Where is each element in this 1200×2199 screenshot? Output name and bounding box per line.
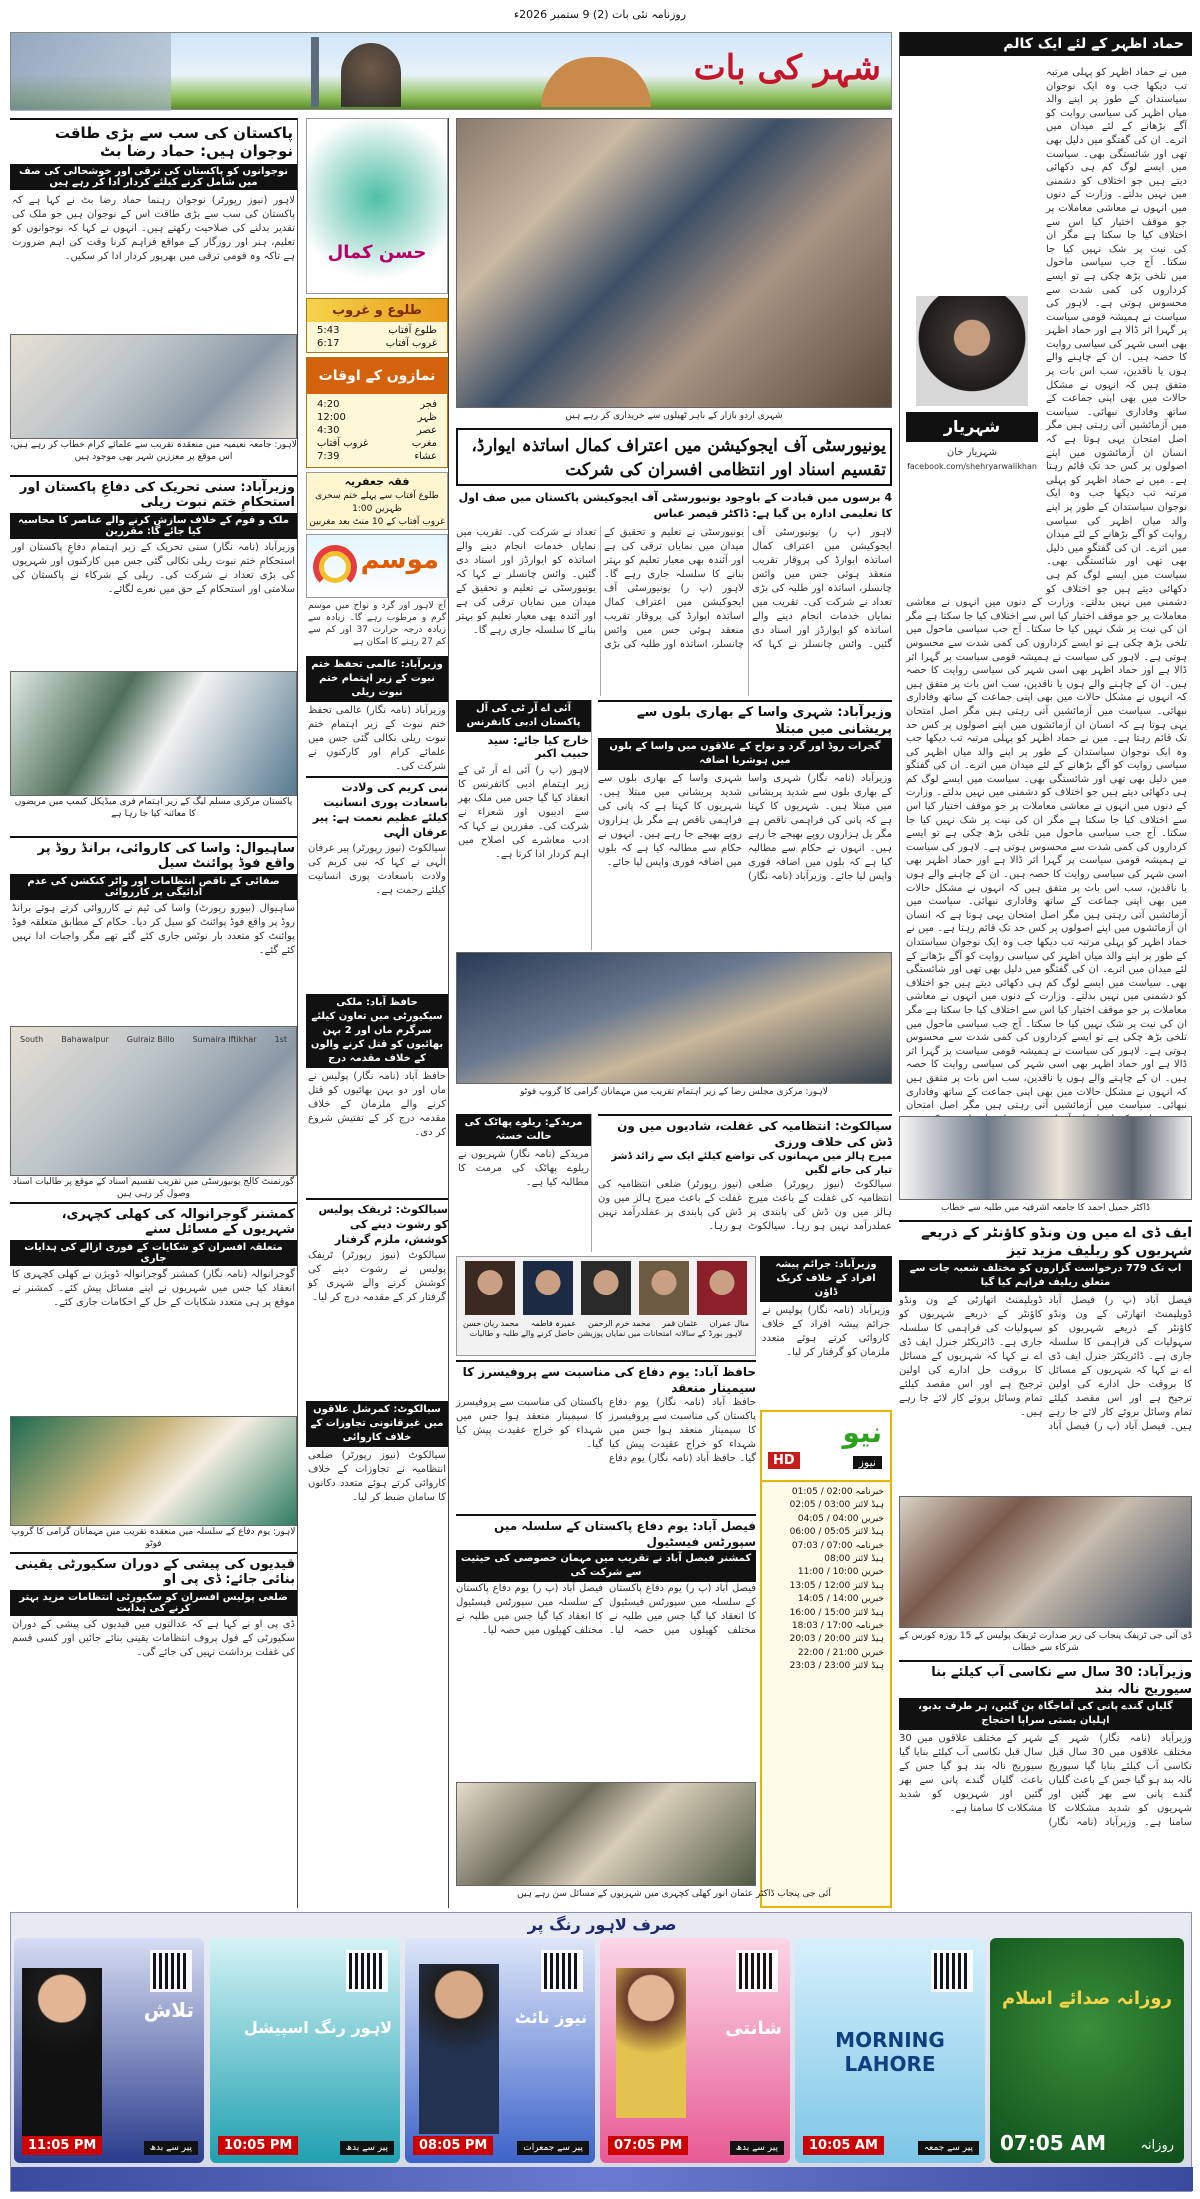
center-bottom-caption: آئی جی پنجاب ڈاکٹر عثمان انور کھلی کچہری میں شہریوں کے مسائل سن رہے ہیں [517,1889,831,1899]
student-photo [697,1261,747,1315]
schedule-row: ہیڈ لائنز 03:00 / 02:05 [789,1500,884,1511]
right-article-2 [899,1660,1192,1906]
schedule-row: خبرنامہ 02:00 / 01:05 [791,1487,884,1497]
prayer-title: نمازوں کے اوقات [307,358,447,394]
r2-body [899,1730,1192,1920]
opinion-column [899,32,1192,1112]
schedule-row: ہیڈ لائنز 08:00 [824,1554,884,1565]
prayer-time: 7:39 [317,451,340,462]
weather-text: آج لاہور اور گرد و نواح میں موسم گرم و مرطوب رہے گا۔ زیادہ سے زیادہ درجہ حرارت 37 اور کم سے کم 27 رہنے کا امکان ہے [308,601,446,647]
student-name: محمد ریان حسن [462,1319,519,1328]
schedule-row: خبریں 14:00 / 14:05 [797,1594,884,1605]
prayer-row [307,398,447,411]
article-2-caption: پاکستان مرکزی مسلم لیگ کے زیر اہتمام فری میڈیکل کیمپ میں مریضوں کا معائنہ کیا جا رہا ہے [14,797,293,819]
qr-code-icon [541,1950,583,1992]
article-4-body: گوجرانوالہ (نامہ نگار) کمشنر گوجرانوالہ ڈویژن نے کھلی کچہری کا انعقاد کیا جس میں شہریوں نے اپنے مسائل پیش کئے۔ کمشنر نے موقع پر ہی متعدد شکایات کے حل کے احکامات جاری کئے۔ [12,1269,295,1308]
c3-body-text: سیالکوٹ (نیوز رپورٹر) ضلعی انتظامیہ کی غفلت کے باعث میرج ہالز میں ون ڈش کی پابندی پر عملدرآمد نہیں ہو رہا۔ [748,1179,892,1232]
prayer-name: عشاء [414,451,437,462]
article-2-sub: ملک و قوم کے خلاف سازش کرنے والے عناصر کا محاسبہ کیا جائے گا: مقررین [10,513,297,539]
banner-label: Sumaira Iftikhar [192,1035,257,1044]
tv-card-time: 10:05 AM [803,2136,884,2155]
neo-schedule-list [762,1482,890,1678]
columnist-photo [916,296,1028,406]
students-caption: لاہور بورڈ کے سالانہ امتحانات میں نمایاں پوزیشن حاصل کرنے والے طلبہ و طالبات [469,1329,743,1338]
sunset-label: غروب آفتاب [385,338,437,349]
host-photo [22,1968,102,2138]
article-2-photo [10,671,297,796]
neo-logo [762,1412,890,1482]
students-strip [456,1256,756,1356]
right-lower-caption-2: ڈی آئی جی ٹریفک پنجاب کی زیر صدارت ٹریفک پولیس کے 15 روزہ کورس کے شرکاء سے خطاب [899,1631,1192,1653]
lead-sub: 4 برسوں میں قیادت کے باوجود یونیورسٹی آف ایجوکیشن پاکستان میں صف اول کا تعلیمی ادارہ بن گیا ہے: ڈاکٹر قیصر عباس [458,491,892,520]
article-1-photo [10,334,297,439]
center-article-7 [456,1514,756,1714]
schedule-row: خبرنامہ 17:00 / 18:03 [791,1621,884,1632]
schedule-row: خبریں 04:00 / 04:05 [797,1513,884,1524]
sun-title: طلوع و غروب [332,303,422,318]
student-photo [639,1261,689,1315]
tv-card-day: پیر سے بدھ [340,2141,394,2155]
dateline: روزنامہ نئی بات (2) 9 ستمبر 2026ء [513,8,687,21]
photo-banner-text [11,1035,296,1044]
fiqh-row: ظہرین 1:00 [352,504,402,514]
lead-body [456,526,892,696]
c5-body-text: حافظ آباد (نامہ نگار) یوم دفاع پاکستان کی مناسبت سے پروفیسرز کا سیمینار منعقد ہوا جس میں شہداء کو خراج عقیدت پیش کیا گیا۔ [609,1397,756,1464]
prayer-time: 12:00 [317,412,346,423]
side-article-5-body: سیالکوٹ (نیوز رپورٹر) ضلعی انتظامیہ نے تجاوزات کے خلاف کاروائی کرتے ہوئے متعدد دکانوں کا سامان ضبط کر لیا۔ [308,1450,446,1503]
c2-sub: خارج کیا جائے: سید حبیب اکبر [487,734,589,760]
student-photo [465,1261,515,1315]
right-lower-caption: ڈاکٹر جمیل احمد کا جامعہ اشرفیہ میں طلبہ سے خطاب [940,1203,1151,1213]
fiqh-row: طلوع آفتاب سے پہلے ختم سحری [315,491,439,501]
schedule-row: ہیڈ لائنز 12:00 / 13:05 [789,1580,884,1591]
tv-card-title: نیوز نائٹ [514,2008,587,2027]
student-name: عمیرہ فاطمہ [530,1319,577,1328]
r2-title: وزیرآباد: 30 سال سے نکاسی آب کیلئے بنا سیوریج نالہ بند [899,1660,1192,1698]
c4-body: مریدکے (نامہ نگار) شہریوں نے ریلوے پھاٹک کی مرمت کا مطالبہ کیا ہے۔ [458,1149,589,1188]
host-photo [616,1968,686,2118]
tv-card-time: 07:05 AM [1000,2131,1107,2155]
side-article-5-title: سیالکوٹ: کمرشل علاقوں میں غیرقانونی تجاوزات کے خلاف کاروائی [306,1401,448,1447]
tv-card-time: 07:05 PM [608,2136,688,2155]
sidebar-column [306,118,449,1908]
masthead-banner [10,32,892,110]
tv-banner-footer [11,2167,1193,2191]
tv-card-day: پیر سے بدھ [144,2141,198,2155]
r2-body-text: وزیرآباد (نامہ نگار) شہر کے مختلف علاقوں میں 30 سال قبل نکاسی آب کیلئے بنایا گیا سیوریج نالہ بند ہو گیا جس کے باعث گلیاں گندے پانی سے بھر گئیں اور شہریوں کو شدید مشکلات کا سامنا ہے۔ [899,1733,1137,1828]
schedule-row: خبرنامہ 07:00 / 07:03 [791,1540,884,1551]
student-name: منال عمران [709,1319,750,1328]
c7-sub: کمشنر فیصل آباد نے تقریب میں مہمان خصوصی کی حیثیت سے شرکت کی [456,1550,756,1582]
c1-body-text: وزیرآباد (نامہ نگار) شہری واسا کے بھاری بلوں سے شدید پریشانی میں مبتلا ہیں۔ شہریوں کا کہنا ہے کہ پانی کی فراہمی ناقص ہے مگر بل ہزاروں روپے بھیجے جا رہے ہیں۔ انہوں نے حکام سے مطالبہ کیا ہے کہ بلوں میں اضافہ فوری واپس لیا جائے۔ [748,773,892,882]
column-text-cont-2: میں نے حماد اظہر کو پہلی مرتبہ تب دیکھا جب وہ ایک نوجوان سیاستدان کے طور پر اپنے والد میاں اظہر کی سیاسی روایت کو آگے بڑھانے کے لئے میدان میں اترے۔ ان کی گفتگو میں دلیل بھی تھی اور شائستگی بھی۔ سیاست میں ایسے لوگ کم ہی دکھائی دیتے ہیں جو اختلاف کو دشمنی میں نہیں بدلتے۔ وزارت کے دنوں میں انہوں نے معاشی معاملات پر جو موقف اختیار کیا اس سے اختلاف کیا جا سکتا ہے مگر ان کی نیت پر شک نہیں کیا جا سکتا۔ آج جب سیاسی ماحول میں تلخی بڑھ چکی ہے تو ایسے کرداروں کی کمی شدت سے محسوس ہوتی ہے۔ لاہور کی سیاست نے ہمیشہ قومی سیاست پر گہرا اثر ڈالا ہے اور حماد اظہر بھی اسی شہر کی سیاسی روایت کا حصہ ہیں۔ ان کے چاہنے والے ہوں یا ناقدین، سب اس بات پر متفق ہیں کہ انہوں نے مشکل حالات میں بھی اپنی جماعت کے ساتھ وفاداری نبھائی۔ سیاست میں آزمائشیں آتی رہتی ہیں مگر اصل امتحان یہی ہوتا ہے کہ انسان ان آزمائشوں میں اپنے اصولوں پر کس حد تک قائم رہتا ہے۔ [906,733,1187,935]
tv-card-2[interactable] [795,1938,985,2163]
article-5-title: قیدیوں کی پیشی کے دوران سکیورٹی یقینی بنائی جائے: ڈی پی او [10,1552,297,1590]
banner-label: 1st [274,1035,287,1044]
tv-card-title: تلاش [143,1998,194,2022]
article-3-body: ساہیوال (بیورو رپورٹ) واسا کی ٹیم نے کارروائی کرتے ہوئے برانڈ روڈ پر واقع فوڈ پوائنٹ کو سیل کر دیا۔ حکام کے مطابق متعلقہ فوڈ پوائنٹ کو متعدد بار نوٹس جاری کئے گئے تھے مگر واجبات ادا نہیں کئے گئے۔ [12,903,295,956]
students-names [457,1319,755,1328]
tv-card-time: 08:05 PM [413,2136,493,2155]
c3-body [598,1178,892,1266]
students-photos [457,1257,755,1319]
tv-card-title: MORNING LAHORE [835,2028,945,2076]
fiqh-box [306,472,448,530]
banner-label: Gulraiz Billo [126,1035,175,1044]
article-3-photo [10,1026,297,1176]
article-4-sub: متعلقہ افسران کو شکایات کے فوری ازالے کی ہدایات جاری [10,1240,297,1266]
right-lower-photo-2 [899,1496,1192,1628]
qr-code-icon [346,1950,388,1992]
r1-body [899,1292,1192,1502]
c1-body-text: وزیرآباد (نامہ نگار) شہری واسا کے بھاری بلوں سے شدید پریشانی میں مبتلا ہیں۔ شہریوں کا کہنا ہے کہ پانی کی فراہمی ناقص ہے مگر بل ہزاروں روپے بھیجے جا رہے ہیں۔ انہوں نے حکام سے مطالبہ کیا ہے کہ بلوں میں اضافہ فوری واپس لیا جائے۔ [598,773,827,882]
r2-sub: گلیاں گندے پانی کی آماجگاہ بن گئیں، ہر طرف بدبو، اہلیان بستی سراپا احتجاج [899,1698,1192,1730]
side-article-3-title: حافظ آباد: ملکی سیکیورٹی میں تعاون کیلئے سرگرم ماں اور 2 بہن بھائیوں کو قتل کرنے والوں کے خلاف مقدمہ درج [306,994,448,1068]
center-top-caption: شہری اردو بازار کے باہر ٹھیلوں سے خریداری کر رہے ہیں [565,411,783,421]
c5-body-text: حافظ آباد (نامہ نگار) یوم دفاع پاکستان کی مناسبت سے پروفیسرز کا سیمینار منعقد ہوا جس میں شہداء کو خراج عقیدت پیش کیا گیا۔ [456,1397,736,1464]
tomb-image [541,57,651,107]
sun-table [307,322,447,352]
student-name: عثمان قمر [662,1319,698,1328]
columnist-box [906,286,1038,586]
tv-card-title: روزانہ صدائے اسلام [1002,1988,1172,2009]
tv-card-title: شانتی [725,2018,782,2039]
column-text: میں نے حماد اظہر کو پہلی مرتبہ تب دیکھا جب وہ ایک نوجوان سیاستدان کے طور پر اپنے والد میاں اظہر کی سیاسی روایت کو آگے بڑھانے کے لئے میدان میں اترے۔ ان کی گفتگو میں دلیل بھی تھی اور شائستگی بھی۔ سیاست میں ایسے لوگ کم ہی دکھائی دیتے ہیں جو اختلاف کو دشمنی میں نہیں بدلتے۔ وزارت کے دنوں میں انہوں نے معاشی معاملات پر جو موقف اختیار کیا اس سے اختلاف کیا جا سکتا ہے مگر ان کی نیت پر شک نہیں کیا جا سکتا۔ آج جب سیاسی ماحول میں تلخی بڑھ چکی ہے تو ایسے کرداروں کی کمی شدت سے محسوس ہوتی ہے۔ لاہور کی سیاست نے ہمیشہ قومی سیاست پر گہرا اثر ڈالا ہے اور حماد اظہر بھی اسی شہر کی سیاسی روایت کا حصہ ہیں۔ ان کے چاہنے والے ہوں یا ناقدین، سب اس بات پر متفق ہیں کہ انہوں نے مشکل حالات میں بھی اپنی جماعت کے ساتھ وفاداری نبھائی۔ سیاست میں آزمائشیں آتی رہتی ہیں مگر اصل امتحان یہی ہوتا ہے کہ انسان ان آزمائشوں میں اپنے اصولوں پر کس حد تک قائم رہتا ہے۔ [1046,67,1187,486]
c3-body-text: سیالکوٹ (نیوز رپورٹر) ضلعی انتظامیہ کی غفلت کے باعث میرج ہالز میں ون ڈش کی پابندی پر عملدرآمد نہیں ہو رہا۔ [598,1179,786,1232]
side-article-4-body: سیالکوٹ (نیوز رپورٹر) ٹریفک پولیس نے رشوت دینے کی کوشش کرنے والے شہری کو گرفتار کر کے مقدمہ درج کر لیا۔ [308,1250,446,1303]
tv-card-1[interactable] [990,1938,1184,2163]
skyline-image [11,33,171,111]
tv-card-6[interactable] [14,1938,204,2163]
sunrise-label: طلوع آفتاب [388,325,437,336]
center-article-3 [598,1114,892,1252]
neo-brand: نیو [842,1416,882,1449]
article-1-title: پاکستان کی سب سے بڑی طاقت نوجوان ہیں: حماد رضا بٹ [10,118,297,162]
c7-title: فیصل آباد: یوم دفاع پاکستان کے سلسلہ میں سپورٹس فیسٹیول [456,1514,756,1550]
sun-box [306,298,448,353]
columnist-logo: شہریار [906,412,1038,442]
r1-title: ایف ڈی اے میں ون ونڈو کاؤنٹر کے ذریعے شہریوں کو ریلیف مزید تیز [899,1220,1192,1260]
article-4-photo [10,1416,297,1526]
tv-card-title: لاہور رنگ اسپیشل [243,2018,392,2037]
r1-body-text: فیصل آباد (پ ر) فیصل آباد ڈویلپمنٹ اتھارٹی کے ون ونڈو کاؤنٹر کے ذریعے شہریوں کو سہولیات کی فراہمی کا سلسلہ جاری ہے۔ ڈائریکٹر جنرل ایف ڈی اے نے کہا کہ شہریوں کے مسائل کا بروقت حل ادارے کی اولین ترجیح ہے اور اس مقصد کیلئے تمام وسائل بروئے کار لائے جا رہے ہیں۔ [1048,1295,1192,1432]
tv-card-5[interactable] [210,1938,400,2163]
portrait-image [341,43,401,107]
student-name: محمد خرم الرحمن [588,1319,651,1328]
prayer-name: عصر [416,425,437,436]
side-article-3-body: حافظ آباد (نامہ نگار) پولیس نے ماں اور دو بہن بھائیوں کو قتل کرنے والے ملزمان کے خلاف مقدمہ درج کر کے تفتیش شروع کر دی۔ [308,1071,446,1138]
column-title: حماد اظہر کے لئے ایک کالم [900,32,1192,56]
right-lower-photo [899,1116,1192,1200]
prayer-box [306,357,448,468]
tv-card-day: پیر سے جمعہ [918,2141,979,2155]
logo-text: حسن کمال [327,242,427,263]
schedule-row: ہیڈ لائنز 23:00 / 23:03 [789,1661,884,1672]
fiqh-title: فقہ جعفریہ [344,475,410,488]
fiqh-row: غروب آفتاب کے 10 منٹ بعد مغربین [309,517,445,527]
banner-label: Bahawalpur [61,1035,109,1044]
prayer-row [307,424,447,437]
center-article-4 [456,1114,592,1252]
prayer-table [307,394,447,467]
neo-brand-sub: نیوز [853,1456,882,1469]
side-article-2-body: سیالکوٹ (نیوز رپورٹر) پیر عرفان الٰہی نے کہا کہ نبی کریم کی ولادت باسعادت پوری انسانیت کیلئے رحمت ہے۔ [308,843,446,896]
banner-label: South [20,1035,44,1044]
lead-body-text: لاہور (پ ر) یونیورسٹی آف ایجوکیشن میں اعتراف کمال اساتذہ ایوارڈ کی پروقار تقریب منعقد ہوئی جس میں وائس چانسلر، اساتذہ اور طلبہ کی بڑی تعداد نے شرکت کی۔ تقریب میں نمایاں خدمات انجام دینے والے اساتذہ کو ایوارڈز اور اسناد دی گئیں۔ وائس چانسلر نے کہا کہ یونیورسٹی نے تعلیم و تحقیق کے میدان میں نمایاں ترقی کی ہے اور آئندہ بھی معیار تعلیم کو بہتر بنانے کا سلسلہ جاری رہے گا۔ [604,527,892,650]
side-article-4-title: سیالکوٹ: ٹریفک پولیس کو رشوت دینے کی کوشش، ملزم گرفتار [306,1198,448,1247]
sunrise-time: 5:43 [317,325,340,336]
center-article-6 [760,1256,892,1406]
sunset-time: 6:17 [317,338,340,349]
c7-body [456,1582,756,1732]
neo-schedule-box [760,1410,892,1908]
r1-sub: اب تک 779 درخواست گزاروں کو مختلف شعبہ جات سے متعلق ریلیف فراہم کیا گیا [899,1260,1192,1292]
author-name: شہریار خان [946,447,998,458]
tv-card-4[interactable] [405,1938,595,2163]
tv-card-day: روزانہ [1140,2138,1174,2153]
center-article-1 [598,700,892,950]
tv-banner-header: صرف لاہور رنگ پر [527,1915,677,1934]
c5-title: حافظ آباد: یوم دفاع کی مناسبت سے پروفیسرز کا سیمینار منعقد [456,1360,756,1396]
c2-body: لاہور (پ ر) آئی اے آر ٹی کے زیر اہتمام ادبی کانفرنس کا انعقاد کیا گیا جس میں ملک بھر سے ادیبوں اور شعراء نے شرکت کی۔ مقررین نے کہا کہ ادب معاشرے کی اصلاح میں اہم کردار ادا کرتا ہے۔ [458,765,589,860]
prayer-time: غروب آفتاب [317,438,369,449]
column-body [906,66,1187,1112]
center-article-5 [456,1360,756,1510]
schedule-row: ہیڈ لائنز 05:05 / 06:00 [789,1527,884,1538]
prayer-time: 4:30 [317,425,340,436]
side-article-2-title: نبی کریم کی ولادت باسعادت پوری انسانیت کیلئے عظیم نعمت ہے: پیر عرفان الٰہی [306,776,448,840]
lead-headline-box [456,428,892,486]
tv-card-3[interactable] [600,1938,790,2163]
center-mid-caption: لاہور: مرکزی مجلس رضا کے زیر اہتمام تقریب میں مہمانان گرامی کا گروپ فوٹو [520,1087,828,1097]
tv-card-day: پیر سے بدھ [730,2141,784,2155]
side-article-1-body: وزیرآباد (نامہ نگار) عالمی تحفظ ختم نبوت کے زیر اہتمام ختم نبوت ریلی نکالی گئی جس میں علمائے کرام اور کارکنوں نے شرکت کی۔ [308,705,446,772]
c3-sub: میرج ہالز میں مہمانوں کی تواضع کیلئے ایک سے زائد ڈشز تیار کی جانے لگیں [611,1151,892,1176]
c4-title: مریدکے: ریلوے پھاٹک کی حالت خستہ [456,1114,591,1146]
prayer-row [307,450,447,463]
lead-title: یونیورسٹی آف ایجوکیشن میں اعتراف کمال اساتذہ ایوارڈ، تقسیم اسناد اور انتظامی افسران کی شرکت [471,436,886,480]
center-bottom-photo [456,1782,756,1886]
side-article-1-title: وزیرآباد: عالمی تحفظ ختم نبوت کے زیر اہتمام ختم نبوت ریلی [306,656,448,702]
rainbow-icon [313,545,357,589]
weather-title: موسم [360,545,439,575]
c1-title: وزیرآباد: شہری واسا کے بھاری بلوں سے پریشانی میں مبتلا [598,700,892,738]
host-photo [419,1964,499,2134]
lead-body-text: لاہور (پ ر) یونیورسٹی آف ایجوکیشن میں اعتراف کمال اساتذہ ایوارڈ کی پروقار تقریب منعقد ہوئی جس میں وائس چانسلر، اساتذہ اور طلبہ کی بڑی تعداد نے شرکت کی۔ تقریب میں نمایاں خدمات انجام دینے والے اساتذہ کو ایوارڈز اور اسناد دی گئیں۔ وائس چانسلر نے کہا کہ یونیورسٹی نے تعلیم و تحقیق کے میدان میں نمایاں ترقی کی ہے اور آئندہ بھی معیار تعلیم کو بہتر بنانے کا سلسلہ جاری رہے گا۔ [456,527,744,650]
c7-body-text: فیصل آباد (پ ر) یوم دفاع پاکستان کے سلسلہ میں سپورٹس فیسٹیول کا انعقاد کیا گیا جس میں طلبہ نے مختلف کھیلوں میں حصہ لیا۔ [609,1583,756,1636]
article-1-sub: نوجوانوں کو پاکستان کی ترقی اور خوشحالی کی صف میں شامل کرنے کیلئے کردار ادا کر رہے ہیں [10,164,297,190]
prayer-name: فجر [420,399,437,410]
article-2-body: وزیرآباد (نامہ نگار) سنی تحریک کے زیر اہتمام دفاعِ پاکستان اور استحکامِ ختم نبوت ریلی نکالی گئی جس میں کارکنوں اور شہریوں کی بڑی تعداد نے شرکت کی۔ ریلی کے شرکاء نے پاکستان کی سلامتی اور استحکام کے حق میں نعرے لگائے۔ [12,542,295,595]
article-1-caption: لاہور: جامعہ نعیمیہ میں منعقدہ تقریب سے علمائے کرام خطاب کر رہے ہیں، اس موقع پر معززین شہر بھی موجود ہیں [10,440,297,462]
neo-hd-badge: HD [768,1452,800,1469]
article-2-title: وزیرآباد: سنی تحریک کی دفاعِ پاکستان اور استحکامِ ختم نبوت ریلی [10,475,297,513]
article-4-title: کمشنر گوجرانوالہ کی کھلی کچہری، شہریوں کے مسائل سنے [10,1202,297,1240]
c5-body [456,1396,756,1522]
qr-code-icon [736,1950,778,1992]
center-mid-photo [456,952,892,1084]
tv-card-time: 10:05 PM [218,2136,298,2155]
minar-image [311,37,319,107]
section-title: شہر کی بات [693,48,881,88]
article-3-sub: صفائی کے ناقص انتظامات اور واٹر کنکشن کی عدم ادائیگی پر کارروائی [10,874,297,900]
tv-card-day: پیر سے جمعرات [517,2141,589,2155]
c6-body: وزیرآباد (نامہ نگار) پولیس نے جرائم پیشہ افراد کے خلاف کاروائی کرتے ہوئے متعدد ملزمان کو گرفتار کر لیا۔ [762,1305,890,1358]
calligraphy-logo [306,118,448,294]
left-column [10,118,298,1908]
prayer-row [307,411,447,424]
qr-code-icon [931,1950,973,1992]
center-article-2 [456,700,592,950]
right-article-1 [899,1220,1192,1492]
column-text-cont-3: میں نے حماد اظہر کو پہلی مرتبہ تب دیکھا جب وہ ایک نوجوان سیاستدان کے طور پر اپنے والد میاں اظہر کی سیاسی روایت کو آگے بڑھانے کے لئے میدان میں اترے۔ ان کی گفتگو میں دلیل بھی تھی اور شائستگی بھی۔ سیاست میں ایسے لوگ کم ہی دکھائی دیتے ہیں جو اختلاف کو دشمنی میں نہیں بدلتے۔ وزارت کے دنوں میں انہوں نے معاشی معاملات پر جو موقف اختیار کیا اس سے اختلاف کیا جا سکتا ہے مگر ان کی نیت پر شک نہیں کیا جا سکتا۔ آج جب سیاسی ماحول میں تلخی بڑھ چکی ہے تو ایسے کرداروں کی کمی شدت سے محسوس ہوتی ہے۔ لاہور کی سیاست نے ہمیشہ قومی سیاست پر گہرا اثر ڈالا ہے اور حماد اظہر بھی اسی شہر کی سیاسی روایت کا حصہ ہیں۔ ان کے چاہنے والے ہوں یا ناقدین، سب اس بات پر متفق ہیں کہ انہوں نے مشکل حالات میں بھی اپنی جماعت کے ساتھ وفاداری نبھائی۔ سیاست میں آزمائشیں آتی رہتی ہیں مگر اصل امتحان [906,923,1187,1112]
schedule-row: خبریں 21:00 / 22:00 [797,1647,884,1658]
schedule-row: ہیڈ لائنز 15:00 / 16:00 [789,1607,884,1618]
prayer-name: مغرب [411,438,437,449]
tv-card-time: 11:05 PM [22,2136,102,2155]
weather-box [306,534,448,598]
article-3-title: ساہیوال: واسا کی کاروائی، برانڈ روڈ پر واقع فوڈ پوائنٹ سیل [10,836,297,874]
prayer-name: ظہر [417,412,437,423]
article-4-caption: لاہور: یوم دفاع کے سلسلہ میں منعقدہ تقریب میں مہمانان گرامی کا گروپ فوٹو [11,1527,296,1549]
c3-title: سیالکوٹ: انتظامیہ کی غفلت، شادیوں میں ون ڈش کی خلاف ورزی [598,1114,892,1150]
c1-sub: گجرات روڈ اور گرد و نواح کے علاقوں میں واسا کے بلوں میں ہوشربا اضافہ [598,738,892,770]
article-1-body: لاہور (نیوز رپورٹر) نوجوان رہنما حماد رضا بٹ نے کہا ہے کہ پاکستان کی سب سے بڑی طاقت اس کے نوجوان ہیں جو ملک کی تقدیر بدلنے کی صلاحیت رکھتے ہیں۔ انہوں نے کہا کہ نوجوانوں کو تعلیم، ہنر اور روزگار کے مواقع فراہم کرنا وقت کی اہم ضرورت ہے تاکہ وہ قومی ترقی میں بھرپور کردار ادا کر سکیں۔ [12,195,295,262]
student-photo [523,1261,573,1315]
r2-body-text: وزیرآباد (نامہ نگار) شہر کے مختلف علاقوں میں 30 سال قبل نکاسی آب کیلئے بنایا گیا سیوریج نالہ بند ہو گیا جس کے باعث گلیاں گندے پانی سے بھر گئیں اور شہریوں کو شدید مشکلات کا سامنا ہے۔ [1048,1733,1192,1828]
article-5-body: ڈی پی او نے کہا ہے کہ عدالتوں میں قیدیوں کی پیشی کے دوران سکیورٹی کے فول پروف انتظامات یقینی بنائے جائیں اور کسی قسم کی غفلت برداشت نہیں کی جائے گی۔ [12,1619,295,1658]
r1-body-text: فیصل آباد (پ ر) فیصل آباد ڈویلپمنٹ اتھارٹی کے ون ونڈو کاؤنٹر کے ذریعے شہریوں کو سہولیات کی فراہمی کا سلسلہ جاری ہے۔ ڈائریکٹر جنرل ایف ڈی اے نے کہا کہ شہریوں کے مسائل کا بروقت حل ادارے کی اولین ترجیح ہے اور اس مقصد کیلئے تمام وسائل بروئے کار لائے جا رہے ہیں۔ [899,1295,1166,1432]
c6-title: وزیرآباد: جرائم پیشہ افراد کے خلاف کریک ڈاؤن [760,1256,892,1302]
schedule-row: خبریں 10:00 / 11:00 [797,1567,884,1578]
prayer-time: 4:20 [317,399,340,410]
qr-code-icon [150,1950,192,1992]
c1-body [598,770,892,960]
sunset-row [307,337,447,350]
center-top-photo [456,118,892,408]
sunrise-row [307,324,447,337]
c7-body-text: فیصل آباد (پ ر) یوم دفاع پاکستان کے سلسلہ میں سپورٹس فیسٹیول کا انعقاد کیا گیا جس میں طلبہ نے مختلف کھیلوں میں حصہ لیا۔ [456,1583,603,1636]
student-photo [581,1261,631,1315]
facebook-handle[interactable]: facebook.com/shehryarwalikhan [907,462,1037,471]
article-5-sub: ضلعی پولیس افسران کو سکیورٹی انتظامات مزید بہتر کرنے کی ہدایت [10,1590,297,1616]
article-3-caption: گورنمنٹ کالج یونیورسٹی میں تقریب تقسیم اسناد کے موقع پر طالبات اسناد وصول کر رہی ہیں [12,1177,295,1199]
column-text-cont: میں نے حماد اظہر کو پہلی مرتبہ تب دیکھا جب وہ ایک نوجوان سیاستدان کے طور پر اپنے والد میاں اظہر کی سیاسی روایت کو آگے بڑھانے کے لئے میدان میں اترے۔ ان کی گفتگو میں دلیل بھی تھی اور شائستگی بھی۔ سیاست میں ایسے لوگ کم ہی دکھائی دیتے ہیں جو اختلاف کو دشمنی میں نہیں بدلتے۔ وزارت کے دنوں میں انہوں نے معاشی معاملات پر جو موقف اختیار کیا اس سے اختلاف کیا جا سکتا ہے مگر ان کی نیت پر شک نہیں کیا جا سکتا۔ آج جب سیاسی ماحول میں تلخی بڑھ چکی ہے تو ایسے کرداروں کی کمی شدت سے محسوس ہوتی ہے۔ لاہور کی سیاست نے ہمیشہ قومی سیاست پر گہرا اثر ڈالا ہے اور حماد اظہر بھی اسی شہر کی سیاسی روایت کا حصہ ہیں۔ ان کے چاہنے والے ہوں یا ناقدین، سب اس بات پر متفق ہیں کہ انہوں نے مشکل حالات میں بھی اپنی جماعت کے ساتھ وفاداری نبھائی۔ سیاست میں آزمائشیں آتی رہتی ہیں مگر اصل امتحان یہی ہوتا ہے کہ انسان ان آزمائشوں میں اپنے اصولوں پر کس حد تک قائم رہتا ہے۔ [906,474,1187,745]
c2-title: آئی اے آر ٹی کی آل پاکستان ادبی کانفرنس [456,700,591,732]
prayer-row [307,437,447,450]
schedule-row: ہیڈ لائنز 20:00 / 20:03 [789,1634,884,1645]
